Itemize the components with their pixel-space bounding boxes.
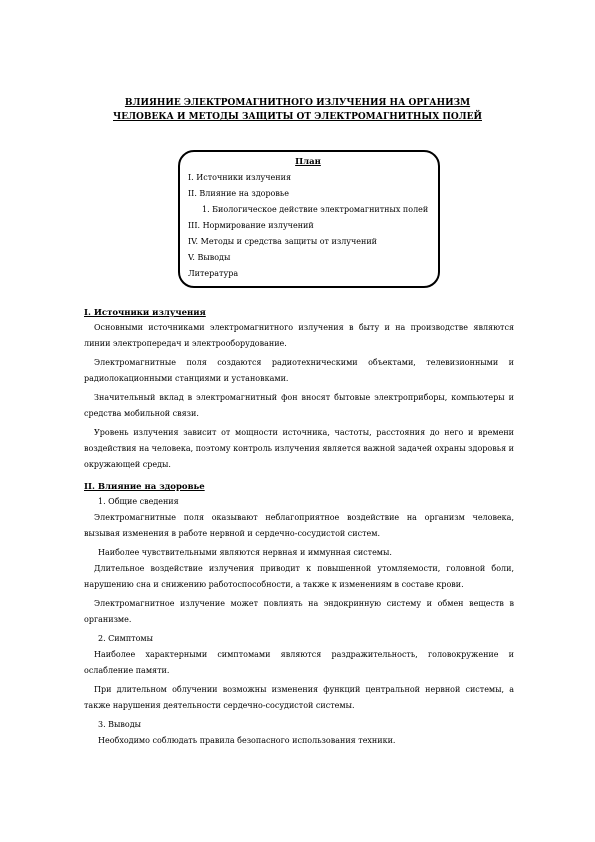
paragraph: Электромагнитное излучение может повлиять на эндокринную систему и обмен веществ в организме. (84, 599, 514, 624)
paragraph: Основными источниками электромагнитного излучения в быту и на производстве являются линии электропередач и электрооборудование. (84, 323, 514, 348)
toc-heading: План (295, 157, 321, 167)
paragraph: Электромагнитные поля создаются радиотехническими объектами, телевизионными и радиолокационными станциями и установками. (84, 358, 514, 383)
paragraph: Наиболее характерными симптомами являются раздражительность, головокружение и ослабление памяти. (84, 650, 514, 675)
toc-item: III. Нормирование излучений (188, 221, 314, 230)
subsection-heading: 1. Общие сведения (98, 497, 179, 506)
title-line-1: ВЛИЯНИЕ ЭЛЕКТРОМАГНИТНОГО ИЗЛУЧЕНИЯ НА ОРГАНИЗМ (124, 98, 471, 108)
paragraph: Значительный вклад в электромагнитный фон вносят бытовые электроприборы, компьютеры и средства мобильной связи. (84, 393, 514, 418)
subsection-heading: 2. Симптомы (98, 634, 154, 643)
paragraph: При длительном облучении возможны изменения функций центральной нервной системы, а также нарушения деятельности сердечно-сосудистой системы. (84, 685, 514, 710)
toc-item: 1. Биологическое действие электромагнитных полей (202, 205, 428, 214)
title-line-2: ЧЕЛОВЕКА И МЕТОДЫ ЗАЩИТЫ ОТ ЭЛЕКТРОМАГНИТНЫХ ПОЛЕЙ (113, 112, 482, 122)
toc-item: V. Выводы (188, 253, 231, 262)
toc-item: IV. Методы и средства защиты от излучений (188, 237, 378, 246)
table-of-contents (178, 150, 440, 288)
toc-item: Литература (188, 269, 239, 278)
paragraph: Электромагнитные поля оказывают неблагоприятное воздействие на организм человека, вызывая изменения в работе нервной и сердечно-сосудистой систем. (84, 513, 514, 538)
toc-item: II. Влияние на здоровье (188, 189, 289, 198)
subsection-heading: 3. Выводы (98, 720, 142, 729)
section-heading: I. Источники излучения (84, 308, 206, 318)
text-line: Наиболее чувствительными являются нервная и иммунная системы. (98, 548, 392, 557)
toc-item: I. Источники излучения (188, 173, 291, 182)
document-title (0, 96, 595, 124)
section-heading: II. Влияние на здоровье (84, 482, 205, 492)
paragraph: Уровень излучения зависит от мощности источника, частоты, расстояния до него и времени воздействия на человека, поэтому контроль излучения является важной задачей охраны здоровья и окружающей среды. (84, 428, 514, 469)
text-line: Необходимо соблюдать правила безопасного использования техники. (98, 736, 396, 745)
section-health (84, 480, 514, 749)
paragraph: Длительное воздействие излучения приводит к повышенной утомляемости, головной боли, нарушению сна и снижению работоспособности, а также к изменениям в составе крови. (84, 564, 514, 589)
section-sources (84, 306, 514, 476)
